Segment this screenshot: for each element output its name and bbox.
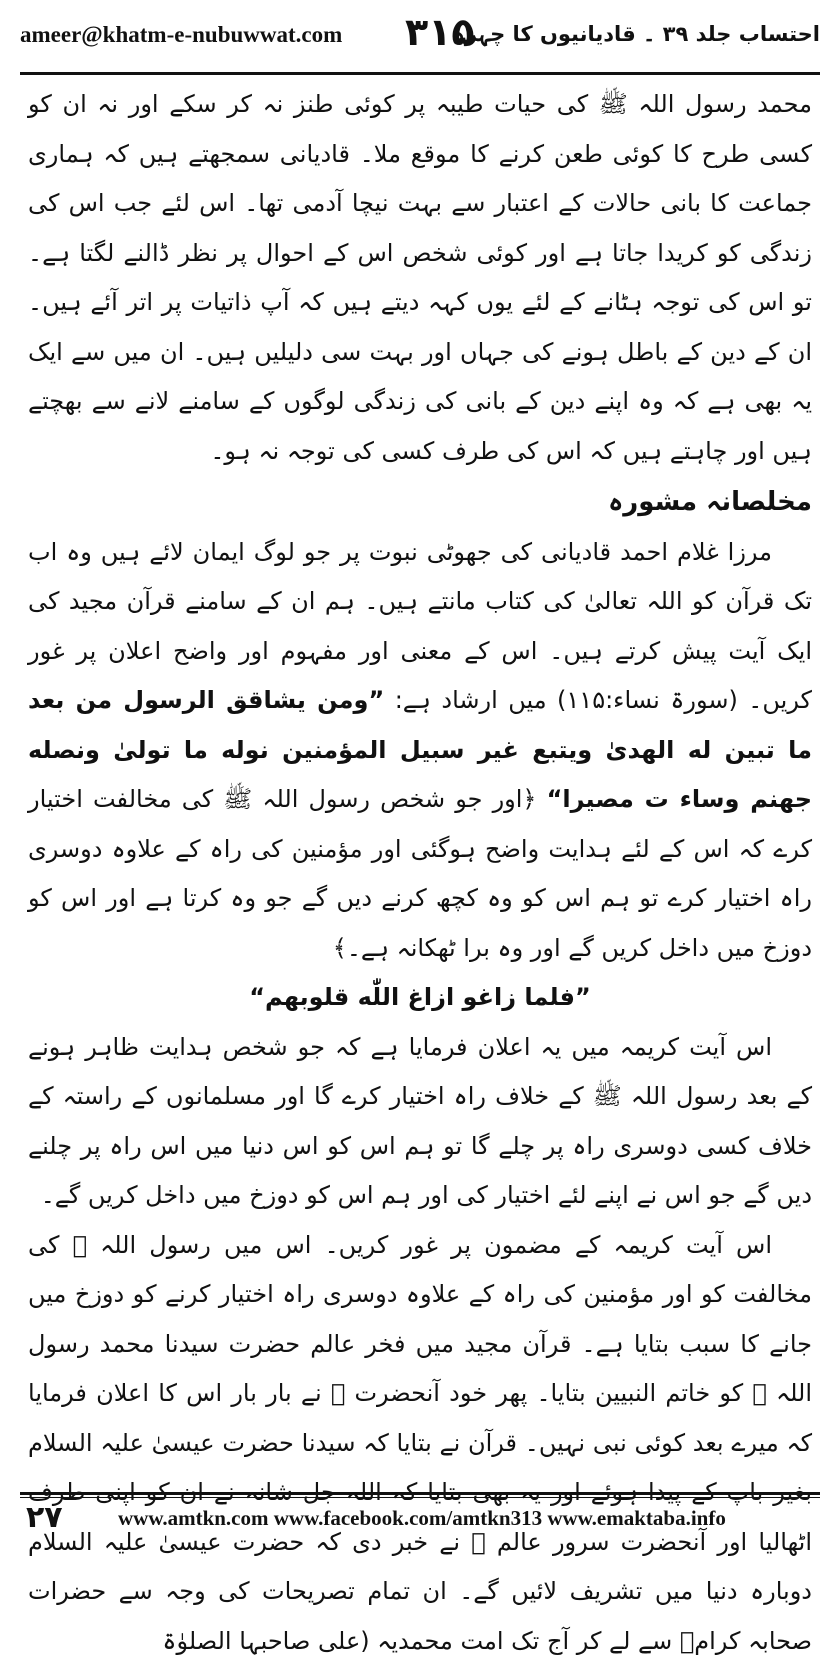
body-text <box>28 80 812 1666</box>
header-email: ameer@khatm-e-nubuwwat.com <box>20 22 342 48</box>
paragraph-2 <box>28 528 812 974</box>
quran-verse-translation: ﴿اور جو شخص رسول اللہ ﷺ کی مخالفت اختیار کرے کہ اس کے لئے ہدایت واضح ہوگئی اور مؤمنین کی راہ کے علاوہ دوسری راہ اختیار کرے تو ہم اس کو وہ کچھ کرنے دیں گے جو وہ کرتا ہے اور اس کو دوزخ میں داخل کریں گے اور وہ برا ٹھکانہ ہے۔﴾ <box>28 785 812 962</box>
header-rule <box>20 72 820 75</box>
paragraph-4: اس آیت کریمہ کے مضمون پر غور کریں۔ اس میں رسول اللہ ﷺ کی مخالفت کو اور مؤمنین کی راہ کے علاوہ دوسری راہ اختیار کرنے کو دوزخ میں جانے کا سبب بتایا ہے۔ قرآن مجید میں فخر عالم حضرت سیدنا محمد رسول اللہ ﷺ کو خاتم النبیین بتایا۔ پھر خود آنحضرت ﷺ نے بار بار اس کا اعلان فرمایا کہ میرے بعد کوئی نبی نہیں۔ قرآن نے بتایا کہ سیدنا حضرت عیسیٰ علیہ السلام بغیر باپ کے پیدا ہوئے اور یہ بھی بتایا کہ اللہ جل شانہ نے ان کو اپنی طرف اٹھالیا اور آنحضرت سرور عالم ﷺ نے خبر دی کہ حضرت عیسیٰ علیہ السلام دوبارہ دنیا میں تشریف لائیں گے۔ ان تمام تصریحات کی وجہ سے حضرات صحابہ کرامؓ سے لے کر آج تک امت محمدیہ (علی صاحبہا الصلوٰۃ <box>28 1221 812 1666</box>
header-book-title: احتساب جلد ۳۹ ۔ قادیانیوں کا چہرہ <box>452 22 820 46</box>
footer-links[interactable]: www.amtkn.com www.facebook.com/amtkn313 www.emaktaba.info <box>118 1506 726 1531</box>
quran-quote-centered: ”فلما زاغو ازاغ اللّٰه قلوبهم“ <box>28 973 812 1023</box>
footer-rule-thin <box>20 1497 820 1498</box>
paragraph-3: اس آیت کریمہ میں یہ اعلان فرمایا ہے کہ جو شخص ہدایت ظاہر ہونے کے بعد رسول اللہ ﷺ کے خلاف راہ اختیار کرے گا اور مسلمانوں کے راستہ کے خلاف کسی دوسری راہ پر چلے گا تو ہم اس کو اس دنیا میں اس راہ پر چلنے دیں گے جو اس نے اپنے لئے اختیار کی اور ہم اس کو دوزخ میں داخل کریں گے۔ <box>28 1023 812 1221</box>
page-header <box>20 10 820 70</box>
quran-verse-arabic: ”ومن یشاقق الرسول من بعد ما تبین له الهدیٰ ویتبع غیر سبیل المؤمنین نوله ما تولیٰ ونصله جهنم وساء ت مصیرا“ <box>28 686 812 813</box>
header-page-number: ۳۱۵ <box>405 10 475 54</box>
paragraph-2-intro: مرزا غلام احمد قادیانی کی جھوٹی نبوت پر جو لوگ ایمان لائے ہیں وہ اب تک قرآن کو اللہ تعالیٰ کی کتاب مانتے ہیں۔ ہم ان کے سامنے قرآن مجید کی ایک آیت پیش کرتے ہیں۔ اس کے معنی اور مفہوم اور واضح اعلان پر غور کریں۔ (سورۃ نساء:۱۱۵) میں ارشاد ہے: <box>28 538 812 715</box>
section-heading: مخلصانہ مشورہ <box>28 478 812 528</box>
footer-rule <box>20 1492 820 1495</box>
paragraph-1: محمد رسول اللہ ﷺ کی حیات طیبہ پر کوئی طنز نہ کر سکے اور نہ ان کو کسی طرح کا کوئی طعن کرنے کا موقع ملا۔ قادیانی سمجھتے ہیں کہ ہماری جماعت کا بانی حالات کے اعتبار سے بہت نیچا آدمی تھا۔ اس لئے جب اس کی زندگی کو کریدا جاتا ہے اور کوئی شخص اس کے احوال پر نظر ڈالنے لگتا ہے۔ تو اس کی توجہ ہٹانے کے لئے یوں کہہ دیتے ہیں کہ آپ ذاتیات پر اتر آئے ہیں۔ ان کے دین کے باطل ہونے کی جہاں اور بہت سی دلیلیں ہیں۔ ان میں سے ایک یہ بھی ہے کہ وہ اپنے دین کے بانی کی زندگی لوگوں کے سامنے لانے سے بھچتے ہیں اور چاہتے ہیں کہ اس کی طرف کسی کی توجہ نہ ہو۔ <box>28 80 812 476</box>
footer-page-index: ۲۷ <box>26 1500 63 1535</box>
